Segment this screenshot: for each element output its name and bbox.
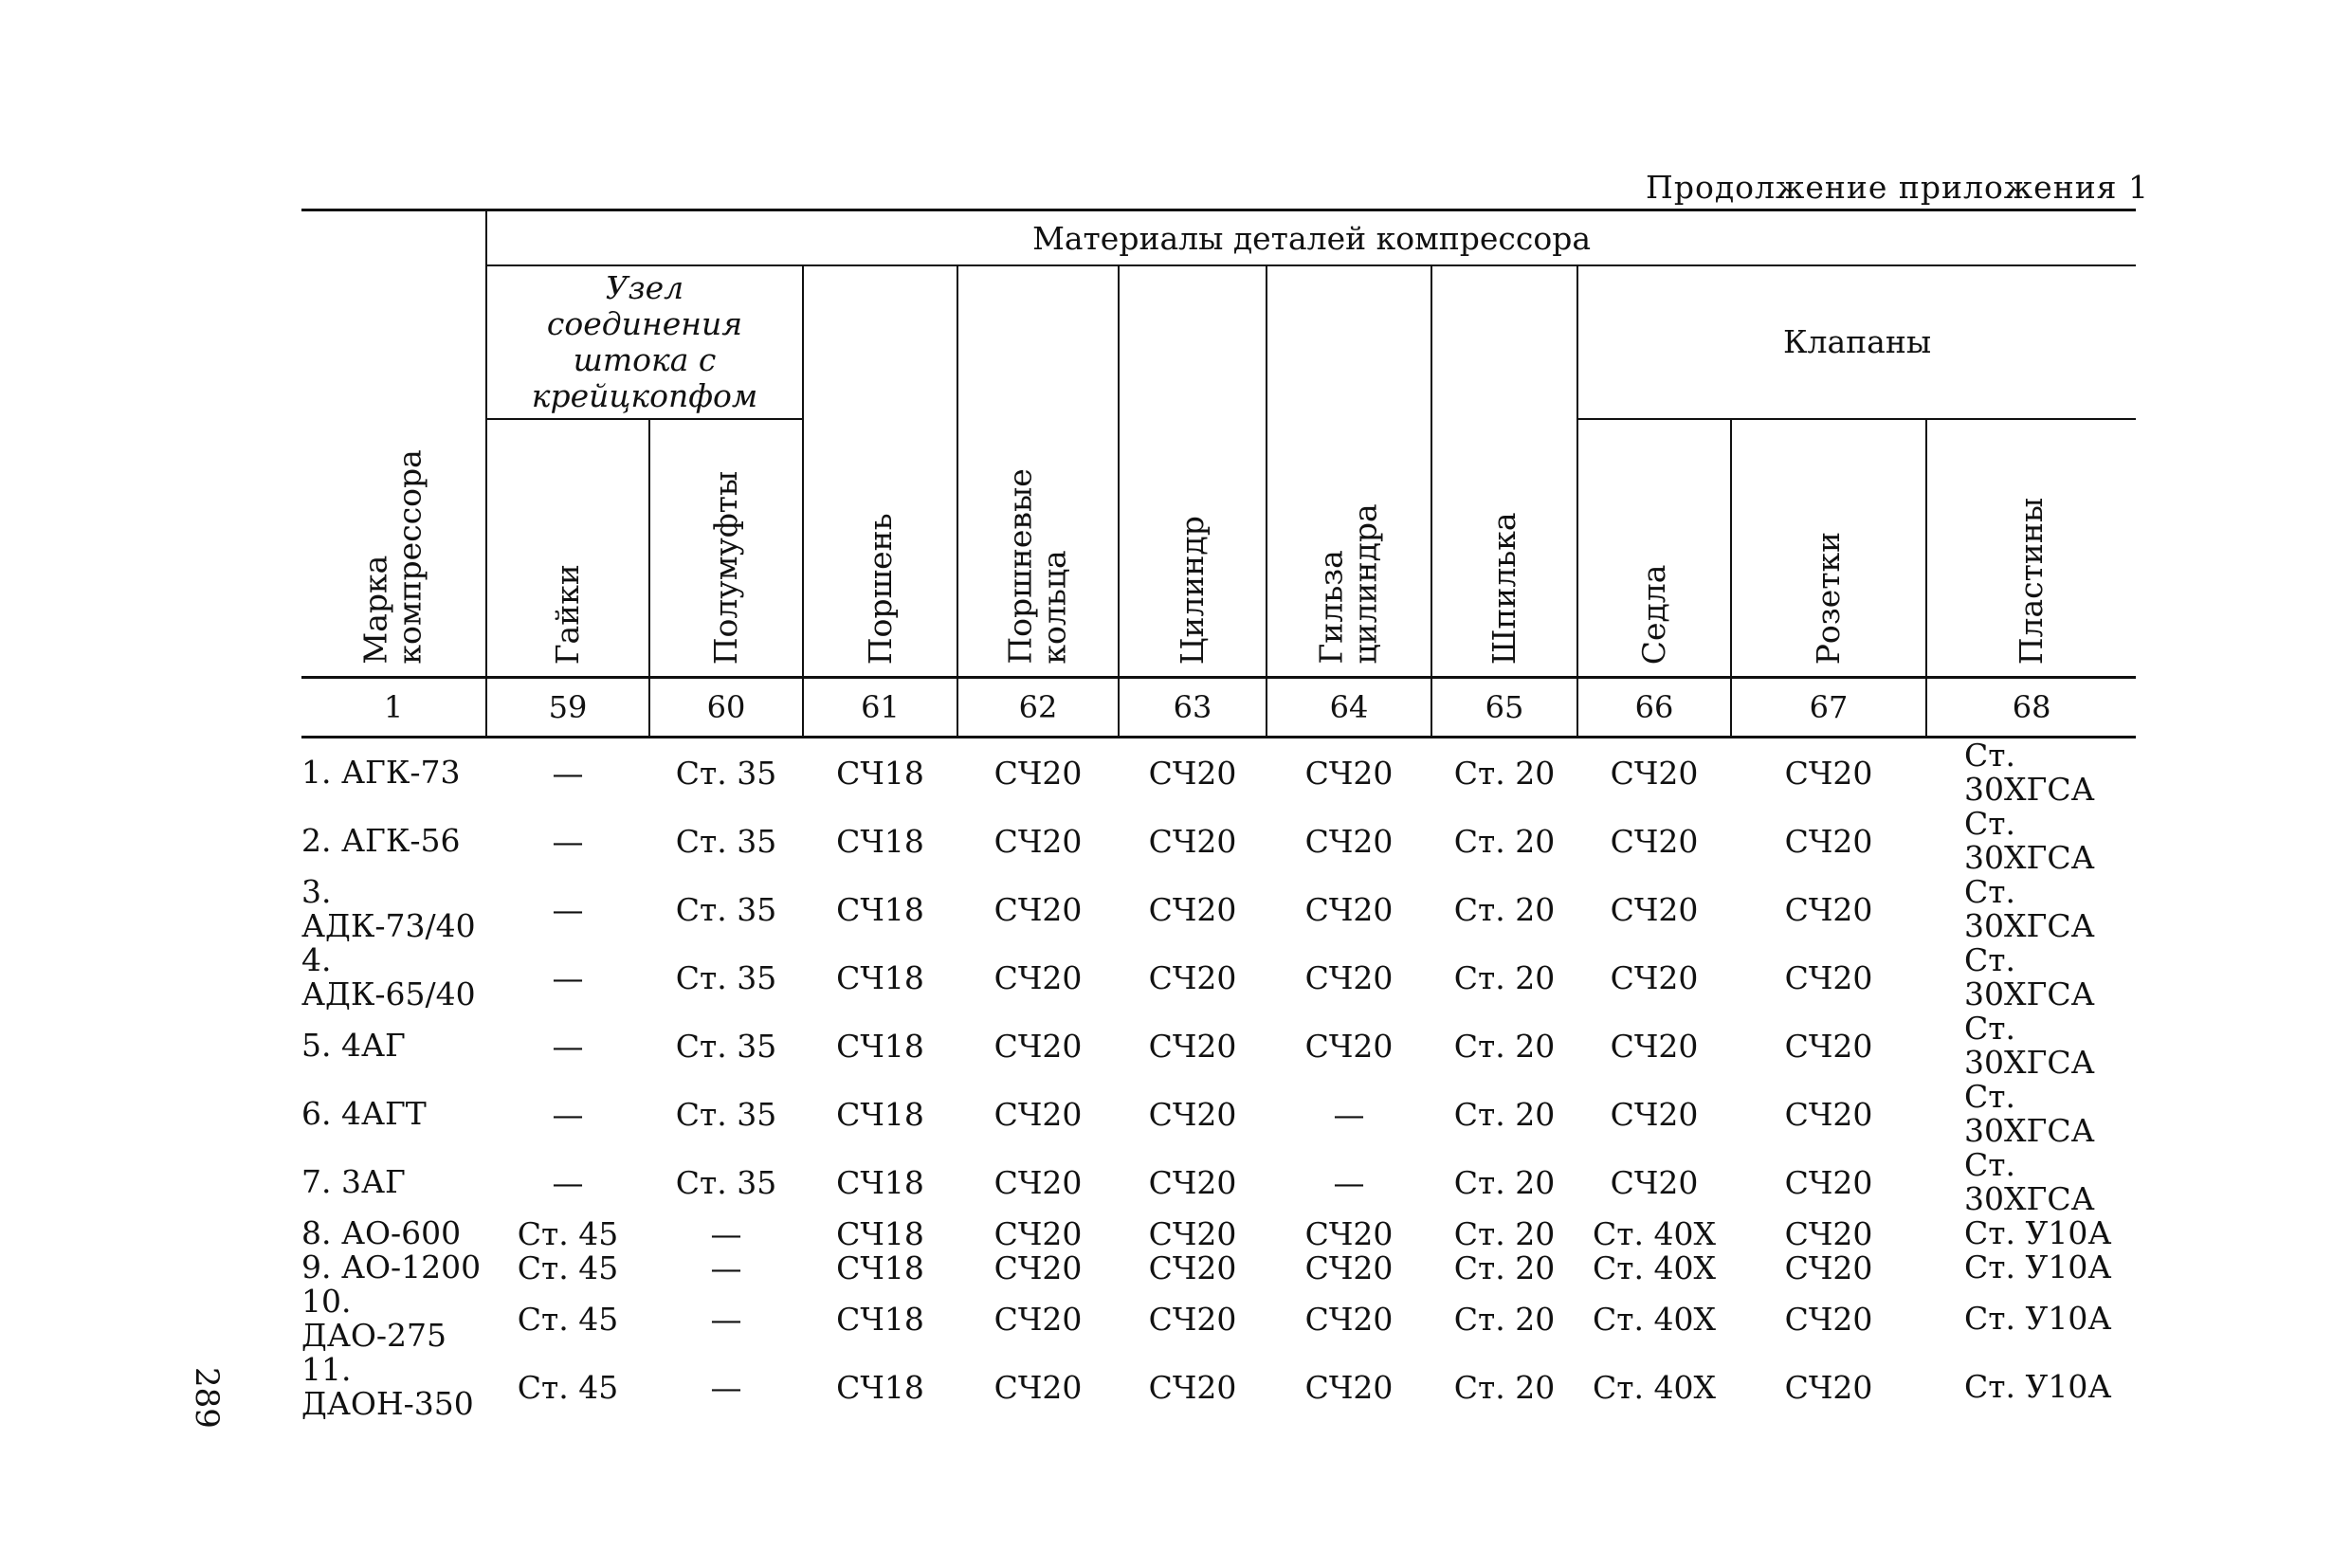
header-liner: Гильза цилиндра [1267, 265, 1431, 678]
material-cell: СЧ20 [1610, 754, 1699, 792]
material-cell: Ст. У10А [1964, 1368, 2112, 1405]
material-cell: СЧ20 [1148, 1368, 1237, 1406]
compressor-name: 1. АГК-73 [301, 754, 461, 791]
header-rings: Поршневые кольца [957, 265, 1119, 678]
material-cell: Ст. 20 [1453, 754, 1556, 792]
material-cell: Ст. 30ХГСА [1964, 737, 2095, 808]
material-cell: Ст. 20 [1453, 1027, 1556, 1065]
material-cell: СЧ20 [1304, 754, 1394, 792]
material-cell: — [552, 1163, 584, 1201]
material-cell: СЧ20 [993, 1214, 1083, 1252]
material-cell: Ст. 20 [1453, 822, 1556, 860]
material-cell: — [710, 1368, 742, 1406]
header-stud: Шпилька [1431, 265, 1577, 678]
col-number: 60 [649, 678, 803, 738]
material-cell: СЧ20 [1148, 1095, 1237, 1133]
material-cell: Ст. 40Х [1593, 1300, 1716, 1338]
material-cell: Ст. 35 [675, 1095, 777, 1133]
col-number: 68 [1926, 678, 2136, 738]
material-cell: Ст. 20 [1453, 1368, 1556, 1406]
material-cell: Ст. 20 [1453, 1300, 1556, 1338]
header-nuts: Гайки [486, 419, 649, 678]
header-brand: Марка компрессора [356, 449, 428, 665]
material-cell: СЧ20 [1784, 822, 1873, 860]
material-cell: Ст. 30ХГСА [1964, 873, 2095, 944]
material-cell: СЧ20 [1784, 958, 1873, 996]
material-cell: Ст. 35 [675, 958, 777, 996]
header-cylinder: Цилиндр [1119, 265, 1267, 678]
material-cell: Ст. У10А [1964, 1300, 2112, 1337]
material-cell: СЧ20 [1784, 1027, 1873, 1065]
material-cell: Ст. 30ХГСА [1964, 941, 2095, 1012]
material-cell: СЧ18 [836, 1095, 924, 1133]
table-row [301, 1012, 2136, 1080]
header-rosettes: Розетки [1731, 419, 1926, 678]
material-cell: СЧ20 [1610, 1027, 1699, 1065]
material-cell: Ст. У10А [1964, 1249, 2112, 1285]
compressor-name: 7. 3АГ [301, 1163, 406, 1200]
material-cell: СЧ18 [836, 890, 924, 928]
col-number: 1 [301, 678, 486, 738]
compressor-name: 2. АГК-56 [301, 822, 461, 859]
material-cell: Ст. 40Х [1593, 1214, 1716, 1252]
caption: Продолжение приложения 1 [1646, 169, 2149, 206]
table-row [301, 1216, 2136, 1250]
material-cell: СЧ20 [993, 754, 1083, 792]
col-number: 61 [803, 678, 957, 738]
material-cell: Ст. 45 [517, 1300, 619, 1338]
material-cell: СЧ20 [993, 1249, 1083, 1286]
material-cell: СЧ20 [1148, 890, 1237, 928]
material-cell: Ст. 45 [517, 1214, 619, 1252]
material-cell: СЧ20 [1304, 1214, 1394, 1252]
material-cell: Ст. 35 [675, 890, 777, 928]
material-cell: СЧ20 [1148, 1214, 1237, 1252]
material-cell: — [552, 1095, 584, 1133]
material-cell: СЧ20 [1148, 822, 1237, 860]
col-number: 64 [1267, 678, 1431, 738]
material-cell: Ст. 35 [675, 822, 777, 860]
compressor-name: 9. АО-1200 [301, 1249, 482, 1285]
material-cell: СЧ18 [836, 1214, 924, 1252]
material-cell: Ст. 30ХГСА [1964, 1146, 2095, 1217]
material-cell: — [552, 1027, 584, 1065]
material-cell: СЧ20 [993, 890, 1083, 928]
table-row [301, 1148, 2136, 1216]
material-cell: СЧ20 [1784, 1300, 1873, 1338]
col-number: 59 [486, 678, 649, 738]
compressor-name: 4. АДК-65/40 [301, 941, 476, 1012]
compressor-name: 5. 4АГ [301, 1027, 406, 1064]
material-cell: СЧ20 [993, 1163, 1083, 1201]
material-cell: Ст. 40Х [1593, 1249, 1716, 1286]
material-cell: СЧ20 [1304, 1249, 1394, 1286]
material-cell: СЧ20 [1148, 1300, 1237, 1338]
material-cell: СЧ20 [1784, 1249, 1873, 1286]
material-cell: Ст. У10А [1964, 1214, 2112, 1251]
material-cell: Ст. 30ХГСА [1964, 1078, 2095, 1149]
material-cell: СЧ20 [993, 1095, 1083, 1133]
col-number: 65 [1431, 678, 1577, 738]
material-cell: СЧ18 [836, 1368, 924, 1406]
material-cell: СЧ20 [1148, 1027, 1237, 1065]
material-cell: Ст. 40Х [1593, 1368, 1716, 1406]
material-cell: СЧ20 [1148, 1163, 1237, 1201]
header-piston: Поршень [803, 265, 957, 678]
material-cell: — [710, 1214, 742, 1252]
material-cell: Ст. 30ХГСА [1964, 1010, 2095, 1081]
table-body [301, 738, 2136, 1422]
material-cell: СЧ20 [1304, 822, 1394, 860]
header-seats: Седла [1577, 419, 1731, 678]
material-cell: СЧ20 [993, 822, 1083, 860]
material-cell: — [710, 1249, 742, 1286]
material-cell: СЧ20 [1784, 1095, 1873, 1133]
table-row [301, 875, 2136, 943]
material-cell: СЧ20 [1610, 1163, 1699, 1201]
material-cell: Ст. 20 [1453, 1249, 1556, 1286]
column-numbers-row [301, 678, 2136, 738]
material-cell: СЧ20 [1148, 958, 1237, 996]
material-cell: Ст. 45 [517, 1249, 619, 1286]
compressor-name: 10. ДАО-275 [301, 1283, 447, 1354]
table-row [301, 1250, 2136, 1285]
material-cell: — [552, 958, 584, 996]
material-cell: СЧ18 [836, 958, 924, 996]
material-cell: СЧ20 [1784, 754, 1873, 792]
material-cell: СЧ20 [1610, 822, 1699, 860]
col-number: 62 [957, 678, 1119, 738]
material-cell: Ст. 20 [1453, 890, 1556, 928]
table-row [301, 943, 2136, 1012]
compressor-name: 8. АО-600 [301, 1214, 462, 1251]
material-cell: — [552, 890, 584, 928]
material-cell: СЧ20 [1304, 1027, 1394, 1065]
material-cell: — [552, 754, 584, 792]
material-cell: СЧ20 [1610, 958, 1699, 996]
material-cell: СЧ20 [1148, 1249, 1237, 1286]
page-number: 289 [188, 1367, 226, 1429]
compressor-name: 6. 4АГТ [301, 1095, 427, 1132]
header-materials: Материалы деталей компрессора [486, 210, 2136, 266]
table-row [301, 1353, 2136, 1421]
material-cell: Ст. 35 [675, 754, 777, 792]
table-row [301, 1080, 2136, 1148]
table-row [301, 807, 2136, 875]
header-plates: Пластины [1926, 419, 2136, 678]
material-cell: СЧ18 [836, 1163, 924, 1201]
material-cell: Ст. 20 [1453, 958, 1556, 996]
material-cell: СЧ18 [836, 1027, 924, 1065]
material-cell: СЧ20 [993, 1300, 1083, 1338]
material-cell: СЧ20 [1304, 1368, 1394, 1406]
material-cell: Ст. 35 [675, 1163, 777, 1201]
table-row [301, 1285, 2136, 1353]
compressor-name: 3. АДК-73/40 [301, 873, 476, 944]
table-row [301, 738, 2136, 808]
material-cell: Ст. 30ХГСА [1964, 805, 2095, 876]
header-couplings: Полумуфты [649, 419, 803, 678]
material-cell: Ст. 35 [675, 1027, 777, 1065]
material-cell: СЧ18 [836, 754, 924, 792]
material-cell: СЧ18 [836, 1300, 924, 1338]
material-cell: Ст. 20 [1453, 1095, 1556, 1133]
material-cell: СЧ18 [836, 1249, 924, 1286]
material-cell: СЧ20 [993, 958, 1083, 996]
material-cell: Ст. 20 [1453, 1163, 1556, 1201]
material-cell: СЧ18 [836, 822, 924, 860]
material-cell: СЧ20 [993, 1027, 1083, 1065]
material-cell: — [1333, 1095, 1365, 1133]
material-cell: СЧ20 [1784, 1368, 1873, 1406]
col-number: 63 [1119, 678, 1267, 738]
header-valves: Клапаны [1577, 265, 2136, 419]
material-cell: СЧ20 [1304, 890, 1394, 928]
material-cell: СЧ20 [1148, 754, 1237, 792]
material-cell: СЧ20 [1784, 1163, 1873, 1201]
material-cell: — [710, 1300, 742, 1338]
header-joint: Узел соединения штока с крейцкопфом [486, 265, 803, 419]
material-cell: Ст. 20 [1453, 1214, 1556, 1252]
material-cell: СЧ20 [993, 1368, 1083, 1406]
col-number: 66 [1577, 678, 1731, 738]
material-cell: СЧ20 [1610, 890, 1699, 928]
compressor-name: 11. ДАОН-350 [301, 1351, 474, 1422]
material-cell: СЧ20 [1784, 890, 1873, 928]
col-number: 67 [1731, 678, 1926, 738]
material-cell: СЧ20 [1610, 1095, 1699, 1133]
material-cell: СЧ20 [1304, 1300, 1394, 1338]
materials-table [301, 209, 2136, 1421]
material-cell: — [552, 822, 584, 860]
material-cell: Ст. 45 [517, 1368, 619, 1406]
material-cell: СЧ20 [1784, 1214, 1873, 1252]
material-cell: СЧ20 [1304, 958, 1394, 996]
material-cell: — [1333, 1163, 1365, 1201]
